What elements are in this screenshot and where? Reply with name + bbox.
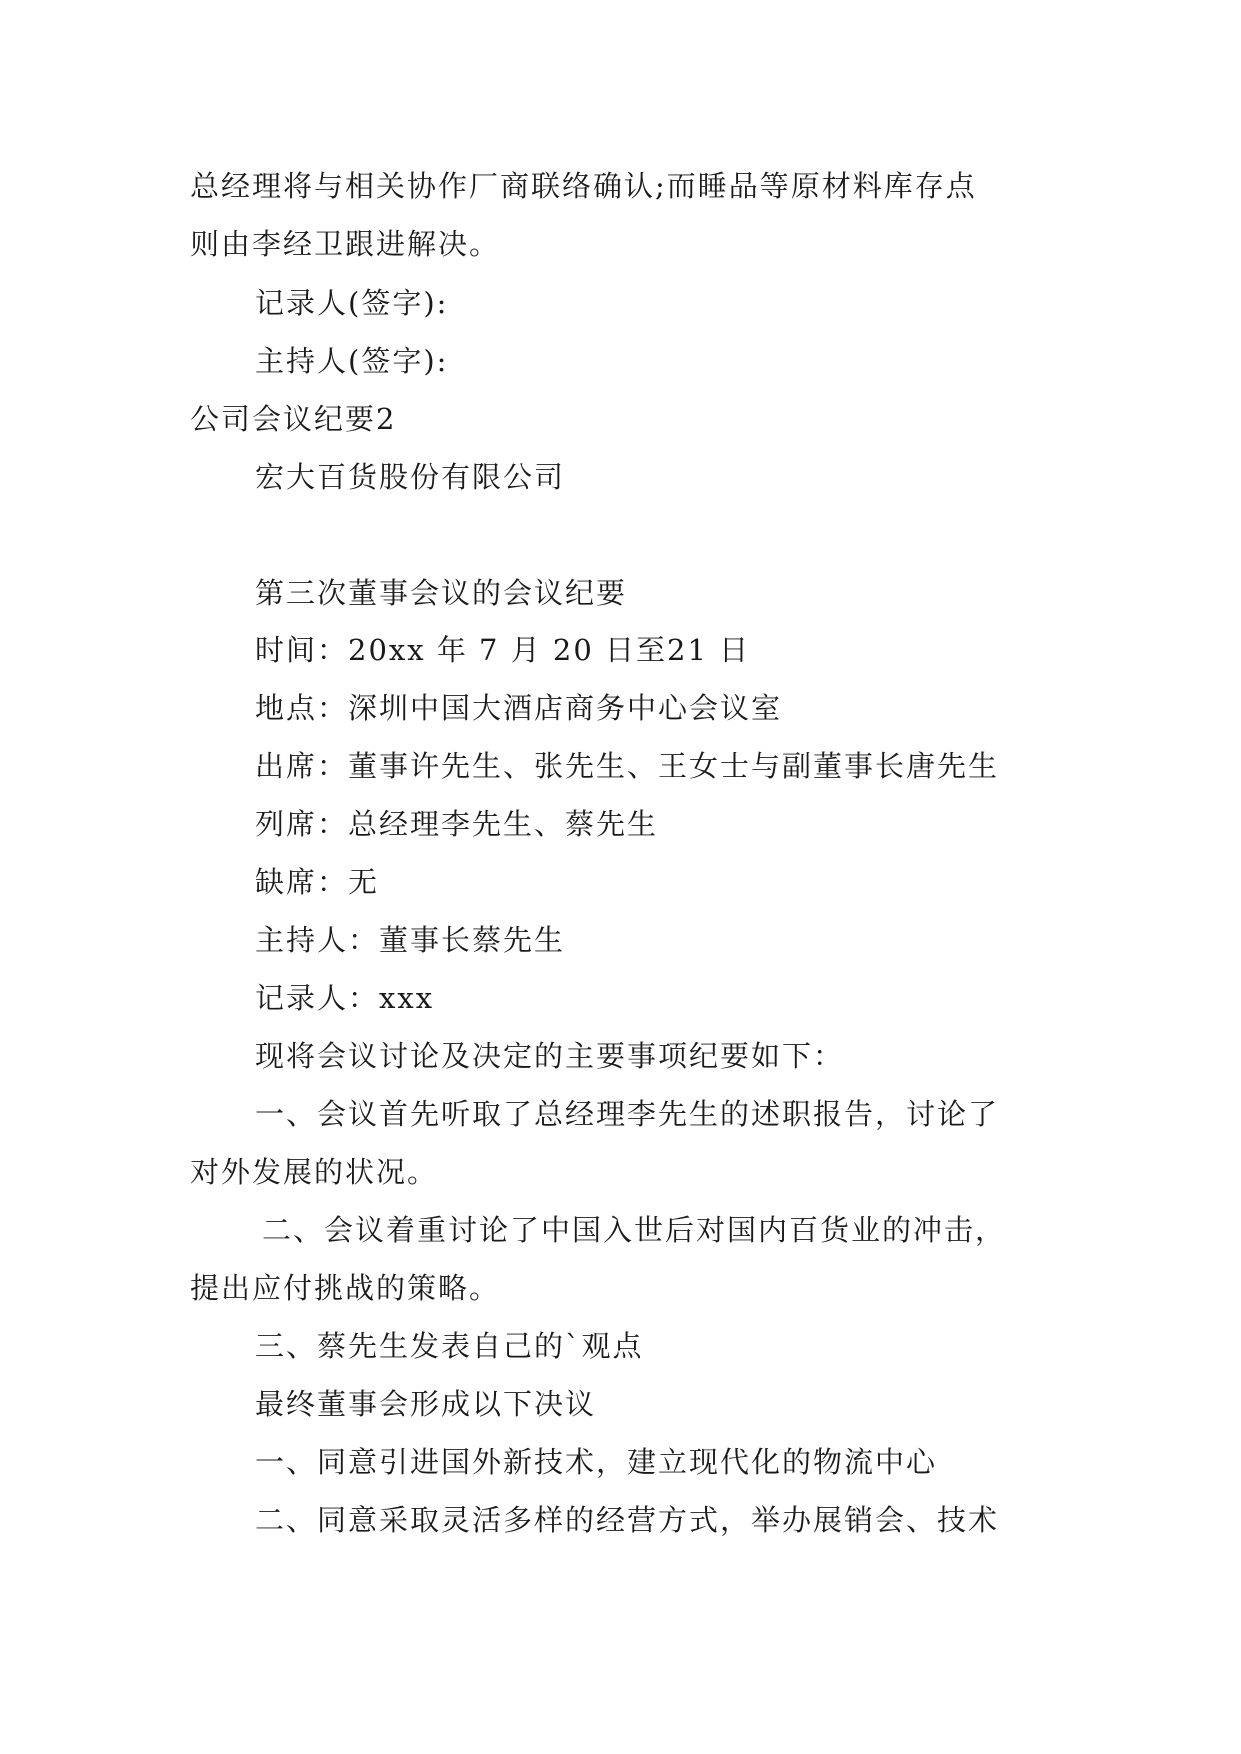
summary-intro: 现将会议讨论及决定的主要事项纪要如下：: [255, 1039, 845, 1073]
meeting-recorder: 记录人：xxx: [255, 981, 435, 1015]
resolution-1: 一、同意引进国外新技术，建立现代化的物流中心: [255, 1445, 938, 1479]
meeting-location: 地点：深圳中国大酒店商务中心会议室: [255, 691, 783, 725]
meeting-absentees: 缺席：无: [255, 865, 380, 899]
paragraph-continuation-line-1: 总经理将与相关协作厂商联络确认;而睡品等原材料库存点: [190, 169, 977, 203]
meeting-observers: 列席：总经理李先生、蔡先生: [255, 807, 659, 841]
recorder-signature-line: 记录人(签字):: [255, 286, 449, 320]
item-1-line-1: 一、会议首先听取了总经理李先生的述职报告，讨论了: [255, 1097, 1000, 1131]
section-heading: 公司会议纪要2: [190, 402, 397, 436]
item-1-line-2: 对外发展的状况。: [190, 1155, 439, 1189]
host-signature-line: 主持人(签字):: [255, 344, 449, 378]
resolution-2: 二、同意采取灵活多样的经营方式，举办展销会、技术: [255, 1503, 1000, 1537]
meeting-attendees: 出席：董事许先生、张先生、王女士与副董事长唐先生: [255, 749, 1000, 783]
resolutions-heading: 最终董事会形成以下决议: [255, 1387, 597, 1421]
meeting-host: 主持人：董事长蔡先生: [255, 923, 566, 957]
meeting-time: 时间：20xx 年 7 月 20 日至21 日: [255, 633, 751, 667]
minutes-title: 第三次董事会议的会议纪要: [255, 576, 628, 610]
company-name: 宏大百货股份有限公司: [255, 460, 566, 494]
item-3: 三、蔡先生发表自己的`观点: [255, 1329, 644, 1363]
item-2-line-1: 二、会议着重讨论了中国入世后对国内百货业的冲击，: [262, 1213, 1007, 1247]
item-2-line-2: 提出应付挑战的策略。: [190, 1271, 501, 1305]
paragraph-continuation-line-2: 则由李经卫跟进解决。: [190, 227, 501, 261]
